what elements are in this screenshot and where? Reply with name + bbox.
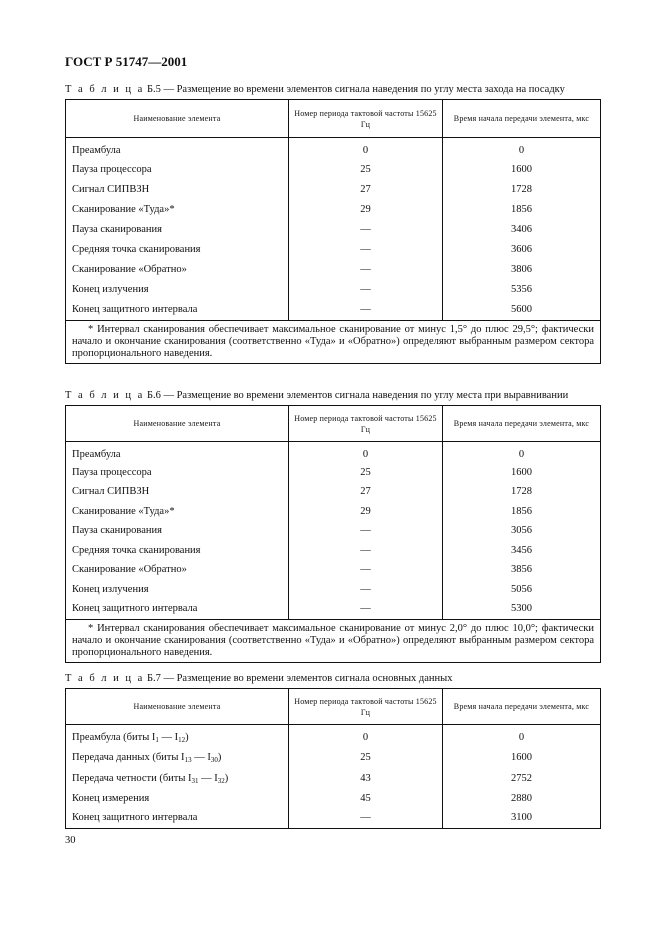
table-row xyxy=(66,747,601,768)
cell-period: 25 xyxy=(289,160,443,180)
table-row xyxy=(66,160,601,180)
cell-name: Преамбула xyxy=(66,442,289,463)
table-row xyxy=(66,138,601,160)
cell-time: 2752 xyxy=(443,768,601,789)
table-row xyxy=(66,560,601,580)
cell-name: Конец излучения xyxy=(66,580,289,600)
cell-name: Конец защитного интервала xyxy=(66,599,289,619)
table-row xyxy=(66,300,601,321)
cell-time: 0 xyxy=(443,138,601,160)
column-header-period: Номер периода тактовой частоты 15625 Гц xyxy=(289,689,443,725)
page-number: 30 xyxy=(65,835,76,846)
table-label: Т а б л и ц а xyxy=(65,673,145,684)
cell-name: Преамбула (биты $I_1$ — $I_{12}$) xyxy=(66,725,289,747)
footnote-text: * Интервал сканирования обеспечивает максимальное сканирование от минус 1,5° до плюс 29,5°; фактически начало и окончание сканирования (соответственно «Туда» и «Обратно») определяют выбранным размером сектора пропорционального наведения. xyxy=(72,324,594,359)
cell-time: 1856 xyxy=(443,200,601,220)
table-b6 xyxy=(65,405,601,663)
cell-period: — xyxy=(289,260,443,280)
cell-period: 27 xyxy=(289,180,443,200)
table-row xyxy=(66,725,601,747)
table-b7 xyxy=(65,688,601,829)
table-row xyxy=(66,789,601,808)
cell-time: 5600 xyxy=(443,300,601,321)
table-row xyxy=(66,482,601,502)
table-row xyxy=(66,768,601,789)
cell-time: 0 xyxy=(443,442,601,463)
table-row xyxy=(66,260,601,280)
cell-time: 3806 xyxy=(443,260,601,280)
cell-time: 0 xyxy=(443,725,601,747)
table-b5 xyxy=(65,99,601,364)
cell-time: 1856 xyxy=(443,502,601,522)
table-row xyxy=(66,599,601,619)
cell-time: 2880 xyxy=(443,789,601,808)
cell-time: 1600 xyxy=(443,160,601,180)
cell-period: — xyxy=(289,808,443,829)
cell-period: — xyxy=(289,541,443,561)
cell-time: 5300 xyxy=(443,599,601,619)
cell-time: 1600 xyxy=(443,747,601,768)
cell-name: Сигнал СИПВЗН xyxy=(66,482,289,502)
cell-period: — xyxy=(289,599,443,619)
table-row xyxy=(66,521,601,541)
table-b6-caption xyxy=(65,390,568,401)
cell-period: 0 xyxy=(289,442,443,463)
table-footnote xyxy=(66,619,601,662)
cell-time: 1728 xyxy=(443,482,601,502)
table-row xyxy=(66,808,601,829)
cell-name: Конец излучения xyxy=(66,280,289,300)
cell-time: 3406 xyxy=(443,220,601,240)
table-note-row xyxy=(66,321,601,364)
cell-time: 3100 xyxy=(443,808,601,829)
cell-period: 29 xyxy=(289,502,443,522)
cell-name: Передача четности (биты $I_{31}$ — $I_{32}$) xyxy=(66,768,289,789)
table-row xyxy=(66,180,601,200)
cell-name: Пауза сканирования xyxy=(66,220,289,240)
cell-period: — xyxy=(289,280,443,300)
table-caption-text: Б.7 — Размещение во времени элементов сигнала основных данных xyxy=(144,673,453,684)
table-row xyxy=(66,200,601,220)
cell-time: 3456 xyxy=(443,541,601,561)
cell-time: 3606 xyxy=(443,240,601,260)
cell-time: 3856 xyxy=(443,560,601,580)
cell-period: 0 xyxy=(289,725,443,747)
column-header-time: Время начала передачи элемента, мкс xyxy=(443,100,601,138)
cell-name: Сканирование «Туда»* xyxy=(66,502,289,522)
cell-period: 0 xyxy=(289,138,443,160)
cell-name: Пауза процессора xyxy=(66,463,289,483)
cell-name: Передача данных (биты $I_{13}$ — $I_{30}$) xyxy=(66,747,289,768)
table-row xyxy=(66,240,601,260)
cell-period: 27 xyxy=(289,482,443,502)
cell-period: 25 xyxy=(289,463,443,483)
table-row xyxy=(66,280,601,300)
table-footnote xyxy=(66,321,601,364)
table-row xyxy=(66,220,601,240)
cell-time: 5356 xyxy=(443,280,601,300)
cell-time: 1600 xyxy=(443,463,601,483)
cell-period: — xyxy=(289,521,443,541)
cell-name: Сканирование «Туда»* xyxy=(66,200,289,220)
document-header: ГОСТ Р 51747—2001 xyxy=(65,54,188,69)
cell-name: Сканирование «Обратно» xyxy=(66,260,289,280)
column-header-period: Номер периода тактовой частоты 15625 Гц xyxy=(289,406,443,442)
cell-period: — xyxy=(289,220,443,240)
cell-period: — xyxy=(289,560,443,580)
cell-name: Сигнал СИПВЗН xyxy=(66,180,289,200)
cell-name: Сканирование «Обратно» xyxy=(66,560,289,580)
table-row xyxy=(66,442,601,463)
cell-time: 5056 xyxy=(443,580,601,600)
cell-time: 1728 xyxy=(443,180,601,200)
cell-name: Средняя точка сканирования xyxy=(66,541,289,561)
cell-period: — xyxy=(289,580,443,600)
table-caption-text: Б.6 — Размещение во времени элементов сигнала наведения по углу места при выравнивании xyxy=(144,390,569,401)
table-row xyxy=(66,541,601,561)
cell-period: 43 xyxy=(289,768,443,789)
table-label: Т а б л и ц а xyxy=(65,84,145,95)
cell-name: Конец измерения xyxy=(66,789,289,808)
cell-period: 25 xyxy=(289,747,443,768)
table-row xyxy=(66,502,601,522)
column-header-name: Наименование элемента xyxy=(66,406,289,442)
cell-name: Конец защитного интервала xyxy=(66,808,289,829)
table-row xyxy=(66,463,601,483)
table-b5-caption xyxy=(65,84,565,95)
cell-period: — xyxy=(289,240,443,260)
cell-period: — xyxy=(289,300,443,321)
footnote-text: * Интервал сканирования обеспечивает максимальное сканирование от минус 2,0° до плюс 10,0°; фактически начало и окончание сканирования (соответственно «Туда» и «Обратно») определяют выбранным размером сектора пропорционального наведения. xyxy=(72,622,594,658)
column-header-time: Время начала передачи элемента, мкс xyxy=(443,406,601,442)
table-row xyxy=(66,580,601,600)
table-label: Т а б л и ц а xyxy=(65,390,145,401)
table-note-row xyxy=(66,619,601,662)
table-b7-caption xyxy=(65,673,452,684)
cell-name: Средняя точка сканирования xyxy=(66,240,289,260)
column-header-name: Наименование элемента xyxy=(66,689,289,725)
table-caption-text: Б.5 — Размещение во времени элементов сигнала наведения по углу места захода на посадку xyxy=(144,84,565,95)
column-header-time: Время начала передачи элемента, мкс xyxy=(443,689,601,725)
cell-name: Преамбула xyxy=(66,138,289,160)
cell-name: Пауза процессора xyxy=(66,160,289,180)
cell-name: Конец защитного интервала xyxy=(66,300,289,321)
column-header-period: Номер периода тактовой частоты 15625 Гц xyxy=(289,100,443,138)
cell-name: Пауза сканирования xyxy=(66,521,289,541)
cell-period: 29 xyxy=(289,200,443,220)
cell-time: 3056 xyxy=(443,521,601,541)
cell-period: 45 xyxy=(289,789,443,808)
column-header-name: Наименование элемента xyxy=(66,100,289,138)
